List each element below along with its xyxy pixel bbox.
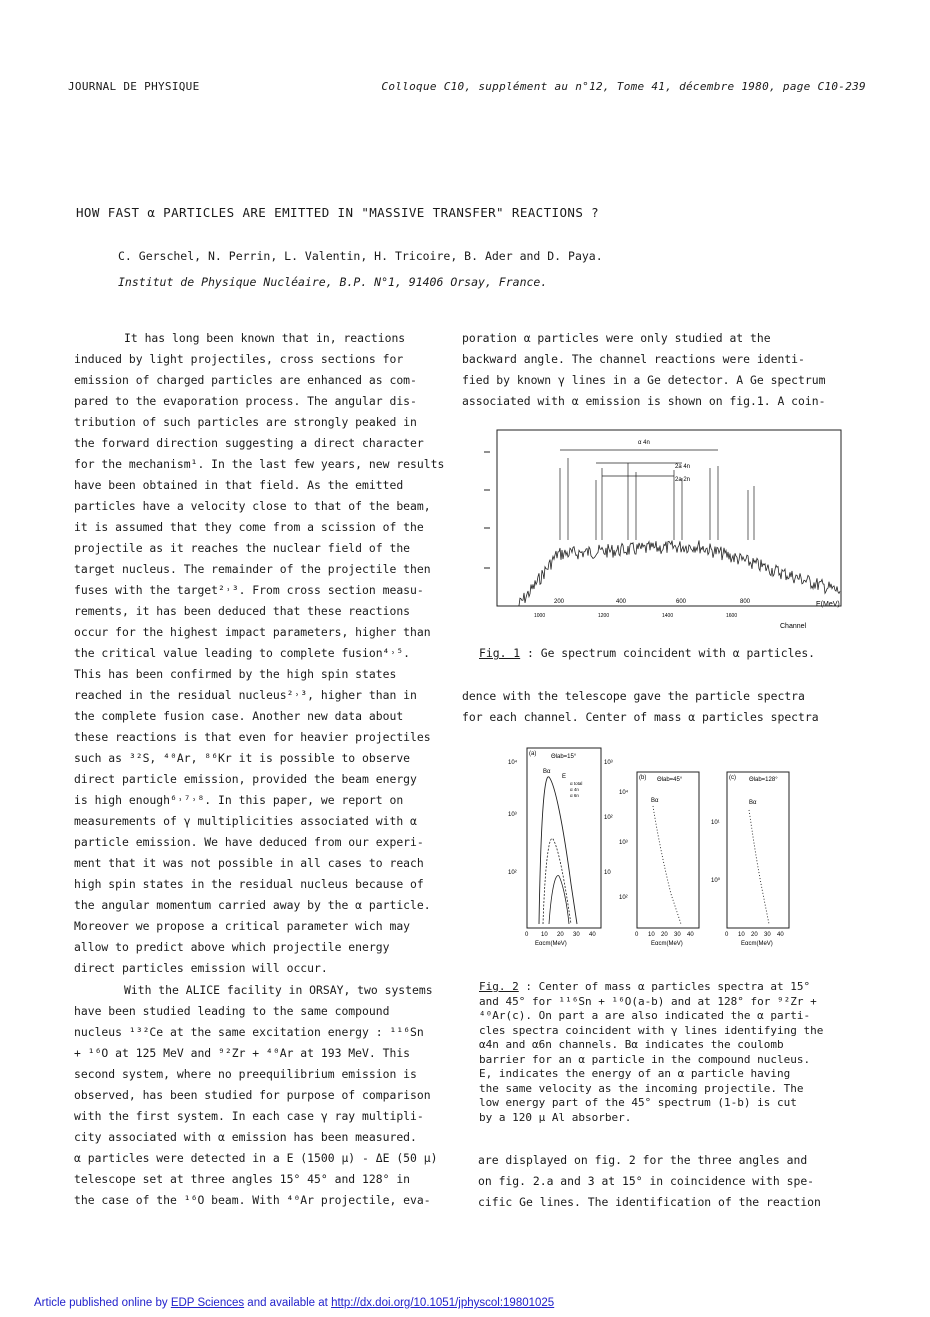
left-column-line: ment that it was not possible in all cases to reach <box>74 856 424 870</box>
fig2-caption-line: ⁴⁰Ar(c). On part a are also indicated the α parti- <box>479 1009 811 1022</box>
fig2-panel-b-xtick: 10 <box>648 932 655 938</box>
left-column-line: tribution of such particles are strongly peaked in <box>74 415 417 429</box>
fig2-caption-line: and 45° for ¹¹⁶Sn + ¹⁶O(a-b) and at 128° for ⁹²Zr + <box>479 994 817 1008</box>
fig1-spectrum-trace <box>518 540 840 606</box>
fig1-channel-tick: 1000 <box>534 613 546 619</box>
left-column-line: target nucleus. The remainder of the projectile then <box>74 562 431 576</box>
fig2-panel-b-coulomb-mark: Bα <box>651 798 659 804</box>
fig2-panel-b <box>619 772 699 947</box>
fig2-panel-c-ytick: 10¹ <box>711 820 720 826</box>
left-column-line: particle emission. We have deduced from our experi- <box>74 835 424 849</box>
fig2-panel-b-ytick: 10⁴ <box>619 790 629 796</box>
left-column-line: for the mechanism¹. In the last few years, new results <box>74 457 445 471</box>
left-column-line: This has been confirmed by the high spin states <box>74 667 397 681</box>
article-title: HOW FAST α PARTICLES ARE EMITTED IN "MASSIVE TRANSFER" REACTIONS ? <box>76 205 600 220</box>
footer-middle: and available at <box>244 1297 332 1309</box>
left-column-2-line: observed, has been studied for purpose of comparison <box>74 1088 431 1102</box>
fig2-legend-alpha-4n: α 4n <box>570 787 579 792</box>
left-column-line: allow to predict above which projectile energy <box>74 940 390 954</box>
fig2-panel-a-ytick: 10³ <box>508 812 517 818</box>
left-column-text-2 <box>74 980 437 1211</box>
left-column-line: rements, it has been deduced that these reactions <box>74 604 411 618</box>
left-column-2-line: the case of the ¹⁶O beam. With ⁴⁰Ar projectile, eva- <box>74 1193 431 1207</box>
left-column-line: fuses with the target²˒³. From cross section measu- <box>74 583 424 597</box>
fig1-caption-text: : Ge spectrum coincident with α particles. <box>520 646 816 660</box>
fig2-panel-a-tag: (a) <box>529 751 537 757</box>
fig2-panel-b-ytick: 10³ <box>619 840 628 846</box>
fig2-panel-b-xticks <box>635 932 694 938</box>
fig1-channel-label: Channel <box>780 623 807 630</box>
fig2-panel-a <box>508 748 613 947</box>
left-column-line: it is assumed that they come from a scission of the <box>74 520 424 534</box>
fig2-panel-b-ytick: 10² <box>619 895 628 901</box>
left-column-line: such as ³²S, ⁴⁰Ar, ⁸⁶Kr it is possible to observe <box>74 751 411 765</box>
footer-prefix: Article published online by <box>34 1297 171 1309</box>
right-column-3-line: cific Ge lines. The identification of the reaction <box>478 1195 821 1209</box>
left-column-line: particles have a velocity close to that of the beam, <box>74 499 431 513</box>
left-column-line: emission of charged particles are enhanced as com- <box>74 373 417 387</box>
fig2-panel-c-xtick: 10 <box>738 932 745 938</box>
fig1-caption <box>479 646 815 661</box>
fig1-caption-label: Fig. 1 <box>479 646 521 660</box>
left-column-2-line: α particles were detected in a E (1500 μ) - ΔE (50 μ) <box>74 1151 438 1165</box>
fig2-caption-label: Fig. 2 <box>479 980 519 993</box>
fig1-energy-unit: E(MeV) <box>816 601 840 608</box>
fig2-panel-a-xticks <box>525 932 596 938</box>
fig2-panel-c-frame <box>727 772 789 928</box>
article-authors: C. Gerschel, N. Perrin, L. Valentin, H. Tricoire, B. Ader and D. Paya. <box>118 249 603 263</box>
fig2-panel-b-frame <box>637 772 699 928</box>
fig2-panel-a-ytick-right: 10² <box>604 815 613 821</box>
right-column-1-line: poration α particles were only studied at the <box>462 331 771 345</box>
left-column-line: direct particles emission will occur. <box>74 961 328 975</box>
left-column-2-line: telescope set at three angles 15° 45° and 128° in <box>74 1172 411 1186</box>
fig2-panel-c-coulomb-mark: Bα <box>749 800 757 806</box>
left-column-line: these reactions is that even for heavier projectiles <box>74 730 431 744</box>
fig2-panel-a-xtick: 10 <box>541 932 548 938</box>
fig1-label-2a4n: 2a 4n <box>675 464 691 470</box>
fig2-panel-a-xlabel: Eαcm(MeV) <box>535 941 567 947</box>
fig1-label-2a2n: 2a 2n <box>675 477 691 483</box>
colloque-reference: Colloque C10, supplément au n°12, Tome 41, décembre 1980, page C10-239 <box>381 80 866 93</box>
fig1-energy-tick: 400 <box>616 599 627 605</box>
fig2-caption-line: barrier for an α particle in the compound nucleus. <box>479 1052 811 1066</box>
right-column-1-line: associated with α emission is shown on fig.1. A coin- <box>462 394 826 408</box>
fig2-panel-b-angle: Θlab=45° <box>657 777 683 783</box>
fig2-panel-c-xlabel: Eαcm(MeV) <box>741 941 773 947</box>
fig2-panel-a-6n-curve <box>549 876 569 924</box>
left-column-line: projectile as it reaches the nuclear field of the <box>74 541 411 555</box>
fig2-panel-c-xtick: 40 <box>777 932 784 938</box>
left-column-line: the forward direction suggesting a direct character <box>74 436 424 450</box>
left-column-2-line: second system, where no preequilibrium emission is <box>74 1067 417 1081</box>
left-column-line: the critical value leading to complete fusion⁴˒⁵. <box>74 646 411 660</box>
fig2-legend-alpha-6n: α 6n <box>570 793 579 798</box>
left-column-line: have been obtained in that field. As the emitted <box>74 478 404 492</box>
fig2-panel-a-xtick: 40 <box>589 932 596 938</box>
right-column-3-line: on fig. 2.a and 3 at 15° in coincidence with spe- <box>478 1174 815 1188</box>
fig2-panel-a-ytick: 10⁴ <box>508 760 518 766</box>
left-column-2-line: nucleus ¹³²Ce at the same excitation energy : ¹¹⁶Sn <box>74 1025 424 1039</box>
left-column-line: It has long been known that in, reactions <box>124 331 406 345</box>
fig1-channel-tick: 1400 <box>662 613 674 619</box>
left-column-line: direct particle emission, provided the beam energy <box>74 772 417 786</box>
journal-name: JOURNAL DE PHYSIQUE <box>68 80 200 93</box>
fig1-energy-tick: 600 <box>676 599 687 605</box>
fig2-panel-b-xtick: 30 <box>674 932 681 938</box>
article-affiliation: Institut de Physique Nucléaire, B.P. N°1, 91406 Orsay, France. <box>118 275 548 289</box>
fig2-panel-a-energy-mark: E <box>562 774 567 780</box>
fig2-panel-a-angle: Θlab=15° <box>551 754 577 760</box>
left-column-line: pared to the evaporation process. The angular dis- <box>74 394 417 408</box>
fig2-panel-a-xtick: 20 <box>557 932 564 938</box>
fig2-panel-a-ytick-right: 10 <box>604 870 611 876</box>
footer-doi-link[interactable]: http://dx.doi.org/10.1051/jphyscol:19801025 <box>331 1297 555 1309</box>
fig2-panel-b-xtick: 0 <box>635 932 639 938</box>
left-column-2-line: city associated with α emission has been measured. <box>74 1130 417 1144</box>
fig2-caption-line: E, indicates the energy of an α particle having <box>479 1067 791 1080</box>
left-column-line: the angular momentum carried away by the α particle. <box>74 898 431 912</box>
left-column-line: measurements of γ multiplicities associated with α <box>74 814 417 828</box>
fig1-channel-tick: 1200 <box>598 613 610 619</box>
fig2-caption-line: low energy part of the 45° spectrum (1-b) is cut <box>479 1096 797 1109</box>
fig2-panel-b-curve <box>653 806 681 924</box>
fig2-panel-c-xticks <box>725 932 784 938</box>
fig2-panel-b-xtick: 40 <box>687 932 694 938</box>
left-column-line: is high enough⁶˒⁷˒⁸. In this paper, we report on <box>74 793 404 807</box>
fig2-panel-a-xtick: 30 <box>573 932 580 938</box>
fig1-energy-tick: 800 <box>740 599 751 605</box>
fig2-panel-c-xtick: 20 <box>751 932 758 938</box>
fig2-panel-b-xlabel: Eαcm(MeV) <box>651 941 683 947</box>
left-column-line: induced by light projectiles, cross sections for <box>74 352 404 366</box>
fig1-channel-tick: 1600 <box>726 613 738 619</box>
fig2-caption-line: cles spectra coincident with γ lines identifying the <box>479 1023 824 1037</box>
left-column-line: occur for the highest impact parameters, higher than <box>74 625 431 639</box>
right-column-1-line: fied by known γ lines in a Ge detector. A Ge spectrum <box>462 373 826 387</box>
fig2-panel-c-xtick: 0 <box>725 932 729 938</box>
fig2-caption-line <box>479 980 823 995</box>
fig2-panel-c-tag: (c) <box>729 775 736 781</box>
fig2-panel-c-ytick: 10⁰ <box>711 878 721 884</box>
footer-publisher-link[interactable]: EDP Sciences <box>170 1297 245 1309</box>
fig1-peak-markers <box>560 450 754 540</box>
fig2-panel-a-total-curve <box>539 777 577 924</box>
right-column-text-3 <box>478 1150 821 1213</box>
left-column-text <box>74 328 444 979</box>
fig2-caption-text: : Center of mass α particles spectra at 15° <box>518 980 811 993</box>
fig2-panel-c-angle: Θlab=128° <box>749 777 778 783</box>
fig2-caption-line: the same velocity as the incoming projectile. The <box>479 1081 804 1095</box>
right-column-2-line: for each channel. Center of mass α particles spectra <box>462 710 819 724</box>
fig2-alpha-spectra <box>505 744 805 949</box>
right-column-3-line: are displayed on fig. 2 for the three angles and <box>478 1153 808 1167</box>
fig2-panel-a-xtick: 0 <box>525 932 529 938</box>
fig1-energy-tick: 200 <box>554 599 565 605</box>
fig1-ge-spectrum <box>478 428 850 633</box>
fig2-panel-c-curve <box>749 810 769 924</box>
left-column-2-line: have been studied leading to the same compound <box>74 1004 390 1018</box>
fig2-panel-b-xtick: 20 <box>661 932 668 938</box>
left-column-line: reached in the residual nucleus²˒³, higher than in <box>74 688 417 702</box>
fig2-panel-a-ytick-right: 10³ <box>604 760 613 766</box>
left-column-2-line: with the first system. In each case γ ray multipli- <box>74 1109 424 1123</box>
fig2-caption-line: by a 120 μ Al absorber. <box>479 1110 632 1124</box>
left-column-2-line: With the ALICE facility in ORSAY, two systems <box>124 983 433 997</box>
fig2-caption-line: α4n and α6n channels. Bα indicates the coulomb <box>479 1038 784 1051</box>
left-column-line: Moreover we propose a critical parameter wich may <box>74 919 411 933</box>
right-column-text-2 <box>462 686 819 728</box>
fig2-panel-c-xtick: 30 <box>764 932 771 938</box>
right-column-2-line: dence with the telescope gave the particle spectra <box>462 689 805 703</box>
fig1-label-alpha4n: α 4n <box>638 440 650 446</box>
fig2-panel-c <box>711 772 789 947</box>
fig2-legend-alpha-total: α total <box>570 781 583 786</box>
left-column-line: the complete fusion case. Another new data about <box>74 709 404 723</box>
fig2-panel-b-tag: (b) <box>639 775 647 781</box>
fig2-panel-a-ytick: 10² <box>508 870 517 876</box>
fig2-caption <box>479 980 823 1125</box>
publication-footer <box>34 1297 554 1309</box>
fig1-frame <box>497 430 841 606</box>
left-column-2-line: + ¹⁶O at 125 MeV and ⁹²Zr + ⁴⁰Ar at 193 MeV. This <box>74 1046 411 1060</box>
right-column-1-line: backward angle. The channel reactions were identi- <box>462 352 805 366</box>
left-column-line: high spin states in the residual nucleus because of <box>74 877 424 891</box>
fig2-panel-a-coulomb-mark: Bα <box>543 769 551 775</box>
right-column-text-1 <box>462 328 825 412</box>
